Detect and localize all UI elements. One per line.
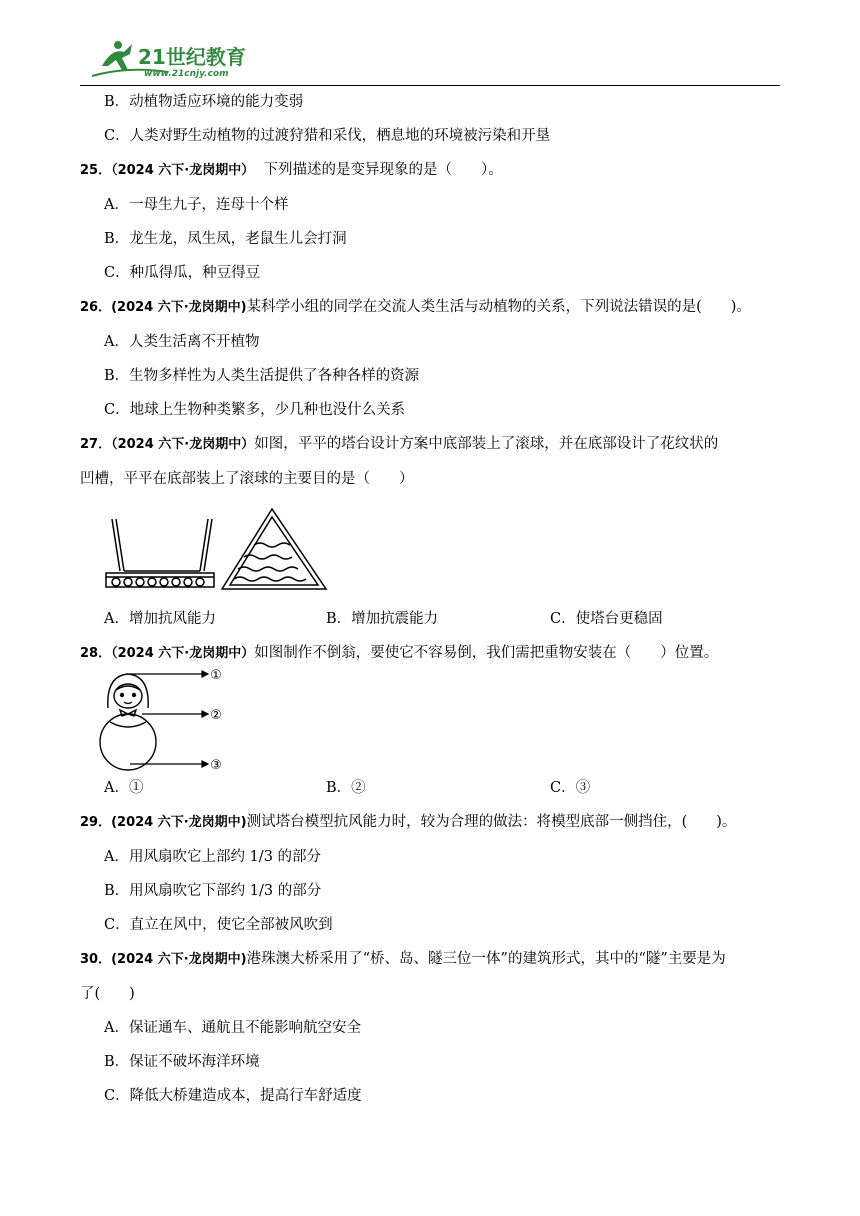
option-c: C．③ bbox=[550, 780, 591, 796]
option-c: C．降低大桥建造成本，提高行车舒适度 bbox=[104, 1088, 362, 1104]
question-25 bbox=[80, 160, 780, 181]
question-source: （2024 六下·龙岗期中） bbox=[111, 437, 255, 452]
option-a: A．① bbox=[104, 780, 144, 796]
option-b: B．增加抗震能力 bbox=[326, 611, 439, 627]
page-content bbox=[80, 88, 780, 1106]
mark-1: ① bbox=[210, 668, 222, 683]
page-header bbox=[80, 30, 780, 86]
question-source: (2024 六下·龙岗期中) bbox=[111, 815, 247, 830]
option-b-prev: B．动植物适应环境的能力变弱 bbox=[104, 94, 304, 110]
question-source: （2024 六下·龙岗期中） bbox=[111, 163, 255, 178]
option-b: B．用风扇吹它下部约 1/3 的部分 bbox=[104, 883, 322, 899]
option-a: A．增加抗风能力 bbox=[104, 611, 216, 627]
question-stem: 如图，平平的塔台设计方案中底部装上了滚球，并在底部设计了花纹状的 bbox=[254, 436, 719, 452]
question-stem: 如图制作不倒翁，要使它不容易倒，我们需把重物安装在（ ）位置。 bbox=[254, 645, 719, 661]
header-rule bbox=[80, 85, 780, 86]
question-number: 27． bbox=[80, 437, 112, 452]
option-b: B．保证不破坏海洋环境 bbox=[104, 1054, 260, 1070]
position-marks bbox=[210, 668, 222, 773]
logo-text: 21世纪教育 bbox=[138, 45, 246, 69]
option-a: A．一母生九子，连母十个样 bbox=[104, 197, 289, 213]
logo-url: www.21cnjy.com bbox=[144, 69, 229, 79]
ball-bearing-base-drawing bbox=[106, 519, 214, 587]
grooved-triangle-drawing bbox=[222, 509, 326, 589]
option-b: B．生物多样性为人类生活提供了各种各样的资源 bbox=[104, 368, 420, 384]
options-row bbox=[104, 609, 780, 629]
mark-2: ② bbox=[210, 708, 222, 723]
tumbler-doll-drawing bbox=[100, 674, 156, 770]
logo bbox=[88, 36, 258, 80]
question-source: (2024 六下·龙岗期中) bbox=[111, 952, 247, 967]
question-number: 29． bbox=[80, 815, 112, 830]
question-number: 30． bbox=[80, 952, 112, 967]
option-b: B．② bbox=[326, 780, 366, 796]
option-c: C．直立在风中，使它全部被风吹到 bbox=[104, 917, 333, 933]
question-stem-cont: 了( ) bbox=[80, 986, 135, 1002]
question-27 bbox=[80, 434, 780, 455]
option-a: A．用风扇吹它上部约 1/3 的部分 bbox=[104, 849, 322, 865]
tumbler-figure bbox=[96, 668, 226, 774]
options-row bbox=[104, 778, 780, 798]
question-30 bbox=[80, 949, 780, 970]
question-number: 25． bbox=[80, 163, 112, 178]
question-number: 26． bbox=[80, 300, 112, 315]
question-29 bbox=[80, 812, 780, 833]
option-c: C．使塔台更稳固 bbox=[550, 611, 663, 627]
question-source: （2024 六下·龙岗期中） bbox=[111, 646, 255, 661]
option-a: A．人类生活离不开植物 bbox=[104, 334, 260, 350]
option-c: C．地球上生物种类繁多，少几种也没什么关系 bbox=[104, 402, 406, 418]
option-a: A．保证通车、通航且不能影响航空安全 bbox=[104, 1020, 361, 1036]
question-stem: 下列描述的是变异现象的是（ ）。 bbox=[263, 162, 503, 178]
mark-3: ③ bbox=[210, 758, 222, 773]
option-c-prev: C．人类对野生动植物的过渡狩猎和采伐，栖息地的环境被污染和开垦 bbox=[104, 128, 551, 144]
option-b: B．龙生龙，凤生凤，老鼠生儿会打洞 bbox=[104, 231, 347, 247]
question-number: 28． bbox=[80, 646, 112, 661]
question-28 bbox=[80, 643, 780, 664]
tower-base-figure bbox=[104, 505, 364, 601]
question-stem-cont: 凹槽，平平在底部装上了滚球的主要目的是（ ） bbox=[80, 471, 414, 487]
question-stem: 某科学小组的同学在交流人类生活与动植物的关系，下列说法错误的是( )。 bbox=[246, 299, 751, 315]
question-stem: 港珠澳大桥采用了“桥、岛、隧三位一体”的建筑形式，其中的“隧”主要是为 bbox=[246, 951, 726, 967]
question-26 bbox=[80, 297, 780, 318]
position-arrows bbox=[130, 671, 208, 767]
question-source: (2024 六下·龙岗期中) bbox=[111, 300, 247, 315]
question-stem: 测试塔台模型抗风能力时，较为合理的做法：将模型底部一侧挡住，( )。 bbox=[246, 814, 737, 830]
option-c: C．种瓜得瓜，种豆得豆 bbox=[104, 265, 261, 281]
